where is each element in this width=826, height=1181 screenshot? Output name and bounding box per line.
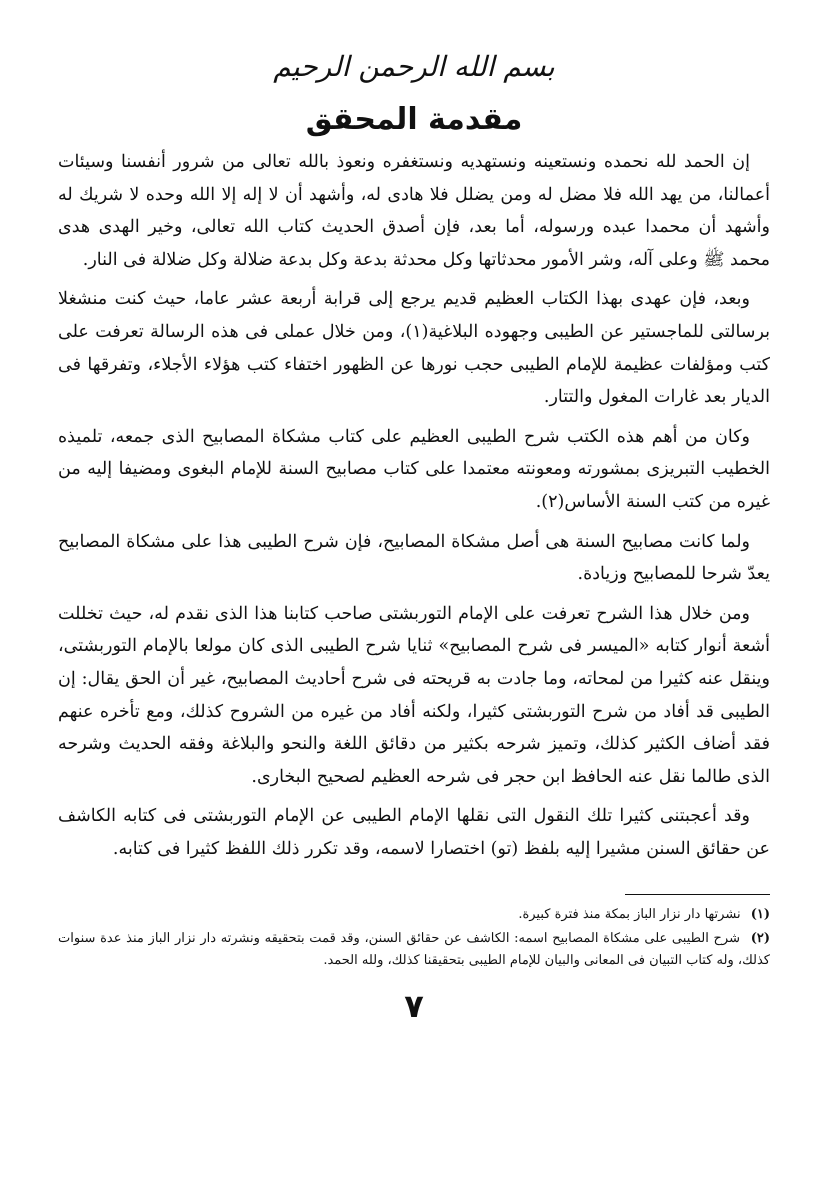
page-title: مقدمة المحقق: [305, 102, 523, 137]
footnote-number: (٢): [750, 931, 770, 946]
footnote-separator: [625, 894, 770, 895]
paragraph: وقد أعجبتنى كثيرا تلك النقول التى نقلها الإمام الطيبى عن الإمام التوربشتى فى كتابه الكاشف عن حقائق السنن مشيرا إليه بلفظ (تو) اختصارا لاسمه، وقد تكرر ذلك اللفظ كثيرا فى كتابه.: [58, 806, 770, 859]
basmala-heading: بسم الله الرحمن الرحيم: [273, 50, 555, 83]
body-text: [58, 146, 770, 872]
footnote: [58, 904, 770, 926]
document-page: [58, 38, 770, 1148]
page-number: ٧: [404, 987, 424, 1025]
footnote-text: شرح الطيبى على مشكاة المصابيح اسمه: الكاشف عن حقائق السنن، وقد قمت بتحقيقه ونشرته دار نزار الباز منذ عدة سنوات كذلك، وله كتاب التبيان فى المعانى والبيان للإمام الطيبى بتحقيقنا كذلك، ولله الحمد.: [58, 931, 770, 968]
paragraph: ومن خلال هذا الشرح تعرفت على الإمام التوربشتى صاحب كتابنا هذا الذى نقدم له، حيث تخللت أشعة أنوار كتابه «الميسر فى شرح المصابيح» ثنايا شرح الطيبى الذى كان مولعا بالإمام التوربشتى، وينقل عنه كثيرا من لمحاته، وما جادت به قريحته فى شرح أحاديث المصابيح، غير أن الحق يقال: إن الطيبى قد أفاد من شرح التوربشتى كثيرا، ولكنه أفاد من غيره من الشروح كذلك، ومع تأخره عنهم فقد أضاف الكثير كذلك، وتميز شرحه بكثير من دقائق اللغة والنحو والبلاغة وفقه الحديث وشرحه الذى طالما نقل عنه الحافظ ابن حجر فى شرحه العظيم لصحيح البخارى.: [58, 603, 770, 787]
paragraph: وبعد، فإن عهدى بهذا الكتاب العظيم قديم يرجع إلى قرابة أربعة عشر عاما، حيث كنت منشغلا برسالتى للماجستير عن الطيبى وجهوده البلاغية(١)، ومن خلال عملى فى هذه الرسالة تعرفت على كتب ومؤلفات عظيمة للإمام الطيبى حجب نورها عن الظهور اختفاء كتب هؤلاء الأجلاء، وتفرقها فى الديار بعد غارات المغول والتتار.: [58, 289, 770, 408]
footnote: [58, 928, 770, 972]
footnote-text: نشرتها دار نزار الباز بمكة منذ فترة كبيرة.: [518, 907, 741, 922]
paragraph: إن الحمد لله نحمده ونستعينه ونستهديه ونستغفره ونعوذ بالله تعالى من شرور أنفسنا وسيئات أعمالنا، من يهد الله فلا مضل له ومن يضلل فلا هادى له، وأشهد أن لا إله إلا الله وحده لا شريك له وأشهد أن محمدا عبده ورسوله، أما بعد، فإن أصدق الحديث كتاب الله تعالى، وخير الهدى هدى محمد ﷺ وعلى آله، وشر الأمور محدثاتها وكل محدثة بدعة وكل بدعة ضلالة وكل ضلالة فى النار.: [58, 152, 770, 270]
footnote-number: (١): [750, 907, 770, 922]
footnotes: [58, 904, 770, 974]
paragraph: ولما كانت مصابيح السنة هى أصل مشكاة المصابيح، فإن شرح الطيبى هذا على مشكاة المصابيح يعدّ شرحا للمصابيح وزيادة.: [58, 531, 770, 585]
paragraph: وكان من أهم هذه الكتب شرح الطيبى العظيم على كتاب مشكاة المصابيح الذى جمعه، تلميذه الخطيب التبريزى بمشورته ومعونته معتمدا على كتاب مصابيح السنة للإمام البغوى ومضيفا إليه من غيره من كتب السنة الأساس(٢).: [58, 426, 770, 512]
